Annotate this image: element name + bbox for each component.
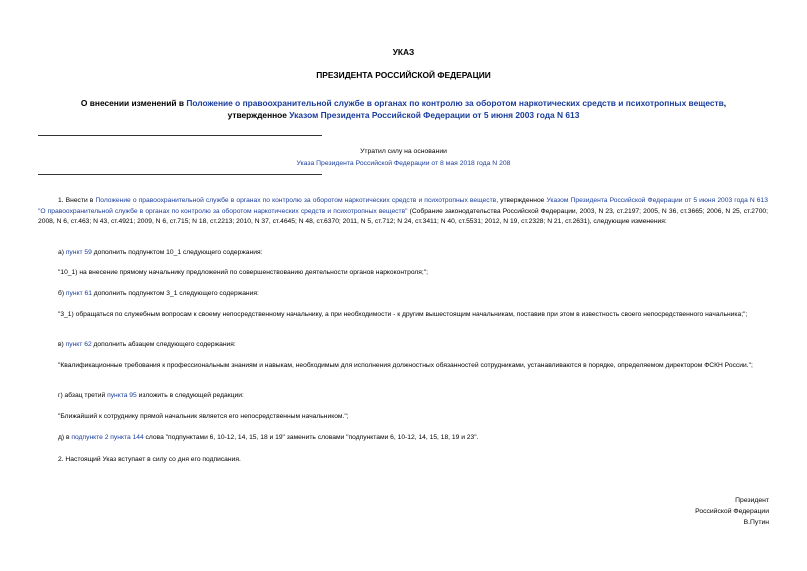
- divider-top: [38, 135, 322, 136]
- item-b-prefix: б): [58, 290, 66, 297]
- quote-a: "10_1) на внесение прямому начальнику предложений по совершенствованию деятельности органов наркоконтроля;";: [58, 269, 429, 276]
- item-g: [38, 391, 768, 402]
- repeal-status: [0, 146, 807, 170]
- subject-line-1: [0, 97, 807, 109]
- signature-country: Российской Федерации: [695, 507, 769, 515]
- repeal-decree-link[interactable]: Указа Президента Российской Федерации от 8 мая 2018 года N 208: [296, 160, 511, 167]
- subject-line-2: [0, 109, 807, 121]
- point-95-link[interactable]: пункта 95: [107, 392, 137, 399]
- item-g-prefix: г) абзац третий: [58, 392, 108, 399]
- item-a-prefix: а): [58, 249, 66, 256]
- item-b: [38, 289, 768, 300]
- repeal-label: Утратил силу на основании: [360, 148, 447, 155]
- decree-issuer: ПРЕЗИДЕНТА РОССИЙСКОЙ ФЕДЕРАЦИИ: [316, 70, 491, 80]
- p1-text-a: 1. Внести в: [58, 197, 96, 204]
- signature-title: Президент: [735, 497, 769, 504]
- item-v: [38, 340, 768, 351]
- signature-block: [695, 496, 769, 528]
- p1-regulation-link[interactable]: Положение о правоохранительной службе в органах по контролю за оборотом наркотических средств и психотропных веществ: [95, 197, 497, 204]
- item-v-text: дополнить абзацем следующего содержания:: [91, 341, 236, 348]
- subject-approved: утвержденное: [227, 110, 290, 120]
- item-a: [38, 248, 768, 259]
- divider-bottom: [38, 174, 322, 175]
- point-59-link[interactable]: пункт 59: [65, 249, 92, 256]
- item-v-prefix: в): [58, 341, 66, 348]
- point-61-link[interactable]: пункт 61: [65, 290, 92, 297]
- item-d-prefix: д) в: [58, 434, 72, 441]
- item-d-text: слова "подпунктами 6, 10-12, 14, 15, 18 и 19" заменить словами "подпунктами 6, 10-12, 14, 15, 18, 19 и 23".: [143, 434, 479, 441]
- point-144-link[interactable]: подпункте 2 пункта 144: [71, 434, 144, 441]
- item-a-text: дополнить подпунктом 10_1 следующего содержания:: [91, 249, 263, 256]
- paragraph-1: [38, 196, 768, 228]
- item-g-text: изложить в следующей редакции:: [136, 392, 244, 399]
- decree-613-link[interactable]: Указом Президента Российской Федерации от 5 июня 2003 года N 613: [289, 110, 580, 120]
- quote-g: "Ближайший к сотруднику прямой начальник является его непосредственным начальником.";: [58, 413, 349, 420]
- point-62-link[interactable]: пункт 62: [65, 341, 92, 348]
- signature-name: В.Путин: [743, 518, 769, 526]
- quote-v: "Квалификационные требования к профессиональным знаниям и навыкам, необходимым для исполнения должностных обязанностей сотрудниками, устанавливаются в порядке, определяемом директором ФСКН России.";: [58, 362, 753, 369]
- item-d: [38, 433, 768, 444]
- quote-b: "3_1) обращаться по служебным вопросам к своему непосредственному начальнику, а при необходимости - к другим вышестоящим начальникам, поставив при этом в известность своего непосредственного начальника;";: [58, 311, 748, 318]
- item-b-text: дополнить подпунктом 3_1 следующего содержания:: [91, 290, 259, 297]
- paragraph-2: 2. Настоящий Указ вступает в силу со дня его подписания.: [58, 456, 241, 463]
- subject-prefix: О внесении изменений в: [80, 98, 187, 108]
- p1-decree-link[interactable]: Указом Президента Российской Федерации от 5 июня 2003 года N 613 "О правоохранительной службе в органах по контролю за оборотом наркотических средств и психотропных веществ": [38, 197, 768, 215]
- decree-subject: [0, 97, 807, 121]
- decree-heading: УКАЗ: [392, 47, 415, 57]
- subject-comma: ,: [723, 98, 727, 108]
- regulation-link[interactable]: Положение о правоохранительной службе в органах по контролю за оборотом наркотических средств и психотропных веществ: [186, 98, 724, 108]
- p1-text-c: (Собрание законодательства Российской Федерации, 2003, N 23, ст.2197; 2005, N 36, ст.3665; 2006, N 25, ст.2700; 2008, N 6, ст.463; N 43, ст.4921; 2009, N 6, ст.715; N 18, ст.2213; 2010, N 37, ст.4645; N 48, ст.6370; 2011, N 5, ст.712; N 24, ст.3411; N 40, ст.5531; 2012, N 19, ст.2328; N 21, ст.2631), следующие изменения:: [38, 207, 768, 226]
- p1-text-b: , утвержденное: [496, 197, 547, 204]
